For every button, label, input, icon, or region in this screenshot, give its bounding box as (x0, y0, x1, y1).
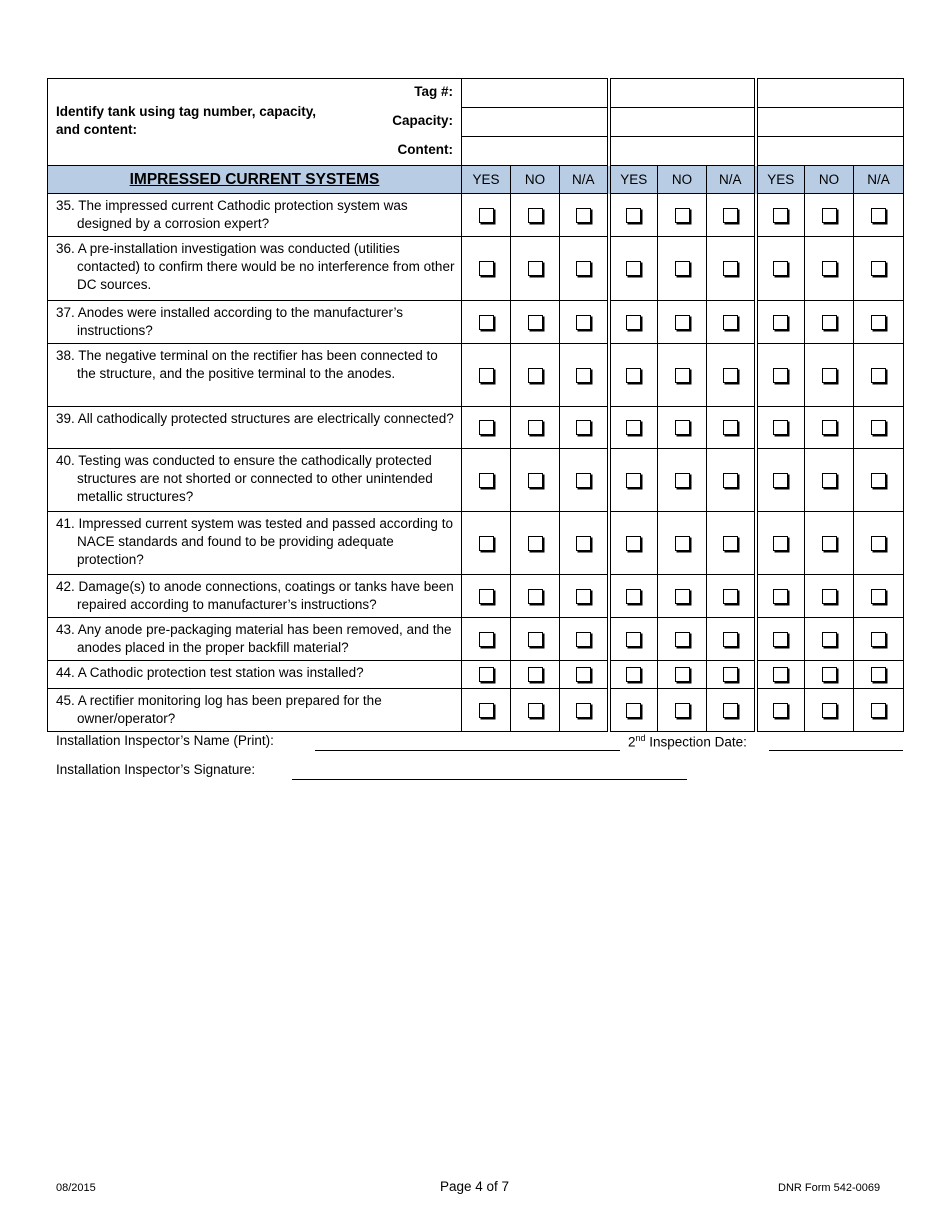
question-row (48, 618, 904, 661)
checkbox-no-tank-1[interactable] (528, 368, 543, 383)
answer-cell (756, 407, 805, 449)
checkbox-na-tank-1[interactable] (576, 632, 591, 647)
header-yes-tank-3: YES (756, 166, 805, 194)
answer-cell (805, 407, 854, 449)
answer-cell (511, 449, 560, 512)
answer-cell (511, 194, 560, 237)
footer-date: 08/2015 (56, 1182, 96, 1194)
checkbox-na-tank-2[interactable] (723, 589, 738, 604)
question-row (48, 661, 904, 689)
tank-id-cell (48, 79, 462, 166)
question-row (48, 237, 904, 301)
answer-cell (854, 237, 904, 301)
inspection-date-field[interactable] (769, 750, 903, 751)
tag-label: Tag #: (414, 84, 453, 99)
answer-cell (756, 344, 805, 407)
answer-cell (658, 344, 707, 407)
answer-cell (511, 407, 560, 449)
checkbox-yes-tank-1[interactable] (479, 208, 494, 223)
answer-cell (609, 689, 658, 732)
answer-cell (805, 301, 854, 344)
question-text: 40. Testing was conducted to ensure the cathodically protected structures are not shorted or connected to other unintended metallic structures? (56, 453, 433, 504)
answer-cell (511, 575, 560, 618)
answer-cell (658, 194, 707, 237)
answer-cell (707, 512, 756, 575)
checkbox-yes-tank-3[interactable] (773, 632, 788, 647)
answer-cell (462, 661, 511, 689)
answer-cell (707, 301, 756, 344)
answer-cell (462, 689, 511, 732)
answer-cell (805, 575, 854, 618)
checkbox-yes-tank-2[interactable] (626, 315, 641, 330)
checkbox-yes-tank-3[interactable] (773, 315, 788, 330)
checkbox-no-tank-1[interactable] (528, 208, 543, 223)
answer-cell (462, 575, 511, 618)
question-text-cell (48, 661, 462, 689)
answer-cell (511, 344, 560, 407)
inspector-signature-field[interactable] (292, 779, 687, 780)
checkbox-no-tank-1[interactable] (528, 315, 543, 330)
header-na-tank-3: N/A (854, 166, 904, 194)
answer-cell (462, 301, 511, 344)
checkbox-na-tank-2[interactable] (723, 208, 738, 223)
answer-cell (756, 661, 805, 689)
answer-cell (707, 449, 756, 512)
answer-cell (805, 661, 854, 689)
checkbox-no-tank-1[interactable] (528, 589, 543, 604)
checkbox-no-tank-3[interactable] (822, 703, 837, 718)
answer-cell (462, 407, 511, 449)
question-text-cell (48, 689, 462, 732)
header-no-tank-3: NO (805, 166, 854, 194)
tag-input-tank-1[interactable] (462, 79, 609, 108)
answer-cell (560, 661, 609, 689)
question-text: 45. A rectifier monitoring log has been prepared for the owner/operator? (56, 693, 382, 726)
answer-cell (658, 661, 707, 689)
question-text: 38. The negative terminal on the rectifier has been connected to the structure, and the positive terminal to the anodes. (56, 348, 438, 381)
answer-cell (756, 237, 805, 301)
checkbox-na-tank-2[interactable] (723, 536, 738, 551)
checkbox-yes-tank-1[interactable] (479, 667, 494, 682)
checkbox-yes-tank-2[interactable] (626, 420, 641, 435)
answer-cell (707, 194, 756, 237)
checkbox-na-tank-2[interactable] (723, 703, 738, 718)
checkbox-no-tank-2[interactable] (675, 208, 690, 223)
answer-cell (658, 449, 707, 512)
capacity-input-tank-2[interactable] (609, 108, 756, 137)
checkbox-no-tank-1[interactable] (528, 420, 543, 435)
checkbox-no-tank-1[interactable] (528, 536, 543, 551)
checkbox-no-tank-2[interactable] (675, 589, 690, 604)
checkbox-yes-tank-2[interactable] (626, 473, 641, 488)
answer-cell (560, 301, 609, 344)
question-text: 44. A Cathodic protection test station was installed? (56, 665, 364, 680)
checkbox-no-tank-3[interactable] (822, 473, 837, 488)
checkbox-yes-tank-1[interactable] (479, 315, 494, 330)
answer-cell (511, 301, 560, 344)
checkbox-na-tank-3[interactable] (871, 420, 886, 435)
checkbox-na-tank-1[interactable] (576, 667, 591, 682)
question-row (48, 344, 904, 407)
answer-cell (462, 344, 511, 407)
checkbox-na-tank-3[interactable] (871, 315, 886, 330)
answer-cell (609, 407, 658, 449)
answer-cell (658, 618, 707, 661)
checkbox-yes-tank-1[interactable] (479, 473, 494, 488)
question-text: 39. All cathodically protected structures are electrically connected? (56, 411, 454, 426)
inspector-name-field[interactable] (315, 750, 620, 751)
answer-cell (658, 512, 707, 575)
answer-cell (854, 689, 904, 732)
question-text: 42. Damage(s) to anode connections, coatings or tanks have been repaired according to manufacturer’s instructions? (56, 579, 454, 612)
answer-cell (658, 575, 707, 618)
header-no-tank-2: NO (658, 166, 707, 194)
checkbox-yes-tank-2[interactable] (626, 536, 641, 551)
checkbox-na-tank-2[interactable] (723, 473, 738, 488)
inspection-table (47, 78, 904, 732)
checkbox-no-tank-3[interactable] (822, 632, 837, 647)
checkbox-na-tank-3[interactable] (871, 208, 886, 223)
checkbox-no-tank-2[interactable] (675, 703, 690, 718)
answer-cell (560, 689, 609, 732)
answer-cell (609, 237, 658, 301)
answer-cell (658, 407, 707, 449)
checkbox-yes-tank-1[interactable] (479, 589, 494, 604)
checkbox-na-tank-2[interactable] (723, 420, 738, 435)
checkbox-na-tank-3[interactable] (871, 632, 886, 647)
checkbox-na-tank-3[interactable] (871, 473, 886, 488)
checkbox-na-tank-1[interactable] (576, 261, 591, 276)
header-no-tank-1: NO (511, 166, 560, 194)
checkbox-na-tank-3[interactable] (871, 703, 886, 718)
answer-cell (511, 689, 560, 732)
answer-cell (462, 194, 511, 237)
answer-cell (609, 449, 658, 512)
answer-cell (707, 344, 756, 407)
answer-cell (805, 237, 854, 301)
question-row (48, 407, 904, 449)
checkbox-yes-tank-3[interactable] (773, 589, 788, 604)
question-text: 43. Any anode pre-packaging material has been removed, and the anodes placed in the proper backfill material? (56, 622, 452, 655)
answer-cell (756, 575, 805, 618)
checkbox-na-tank-2[interactable] (723, 368, 738, 383)
answer-cell (707, 575, 756, 618)
answer-cell (462, 512, 511, 575)
question-text: 36. A pre-installation investigation was conducted (utilities contacted) to confirm there would be no interference from other DC sources. (56, 241, 455, 292)
capacity-input-tank-1[interactable] (462, 108, 609, 137)
answer-cell (854, 194, 904, 237)
checkbox-no-tank-1[interactable] (528, 667, 543, 682)
answer-cell (658, 301, 707, 344)
checkbox-no-tank-2[interactable] (675, 261, 690, 276)
answer-cell (854, 449, 904, 512)
content-input-tank-3[interactable] (756, 137, 904, 166)
checkbox-yes-tank-1[interactable] (479, 420, 494, 435)
checkbox-yes-tank-3[interactable] (773, 473, 788, 488)
checkbox-no-tank-3[interactable] (822, 420, 837, 435)
answer-cell (658, 237, 707, 301)
checkbox-no-tank-2[interactable] (675, 667, 690, 682)
checkbox-na-tank-2[interactable] (723, 632, 738, 647)
checkbox-no-tank-2[interactable] (675, 368, 690, 383)
answer-cell (511, 237, 560, 301)
answer-cell (511, 512, 560, 575)
answer-cell (658, 689, 707, 732)
answer-cell (805, 618, 854, 661)
header-na-tank-2: N/A (707, 166, 756, 194)
tag-input-tank-3[interactable] (756, 79, 904, 108)
answer-cell (854, 512, 904, 575)
answer-cell (756, 449, 805, 512)
question-row (48, 689, 904, 732)
question-row (48, 301, 904, 344)
checkbox-yes-tank-3[interactable] (773, 368, 788, 383)
checkbox-na-tank-1[interactable] (576, 536, 591, 551)
checkbox-na-tank-1[interactable] (576, 420, 591, 435)
answer-cell (560, 194, 609, 237)
answer-cell (560, 407, 609, 449)
checkbox-na-tank-3[interactable] (871, 536, 886, 551)
header-yes-tank-1: YES (462, 166, 511, 194)
checkbox-no-tank-3[interactable] (822, 261, 837, 276)
question-text-cell (48, 512, 462, 575)
footer-form-number: DNR Form 542-0069 (778, 1182, 881, 1194)
checkbox-no-tank-2[interactable] (675, 473, 690, 488)
checkbox-na-tank-1[interactable] (576, 368, 591, 383)
checkbox-na-tank-3[interactable] (871, 261, 886, 276)
answer-cell (609, 575, 658, 618)
content-label: Content: (397, 142, 453, 157)
answer-cell (609, 618, 658, 661)
question-text-cell (48, 194, 462, 237)
checkbox-na-tank-2[interactable] (723, 315, 738, 330)
checkbox-yes-tank-2[interactable] (626, 667, 641, 682)
tank-id-instruction: Identify tank using tag number, capacity, and content: (56, 104, 317, 137)
checkbox-no-tank-1[interactable] (528, 703, 543, 718)
checkbox-yes-tank-3[interactable] (773, 703, 788, 718)
answer-cell (609, 661, 658, 689)
checkbox-yes-tank-2[interactable] (626, 632, 641, 647)
answer-cell (805, 512, 854, 575)
checkbox-no-tank-3[interactable] (822, 208, 837, 223)
checkbox-na-tank-2[interactable] (723, 261, 738, 276)
checkbox-yes-tank-2[interactable] (626, 208, 641, 223)
checkbox-yes-tank-1[interactable] (479, 536, 494, 551)
answer-cell (707, 237, 756, 301)
inspector-signature-label: Installation Inspector’s Signature: (56, 762, 256, 777)
checkbox-no-tank-3[interactable] (822, 536, 837, 551)
question-text-cell (48, 344, 462, 407)
answer-cell (805, 449, 854, 512)
answer-cell (854, 344, 904, 407)
checkbox-no-tank-3[interactable] (822, 315, 837, 330)
answer-cell (462, 618, 511, 661)
answer-cell (805, 194, 854, 237)
section-title: IMPRESSED CURRENT SYSTEMS (48, 166, 462, 194)
answer-cell (560, 344, 609, 407)
checkbox-yes-tank-3[interactable] (773, 261, 788, 276)
answer-cell (854, 618, 904, 661)
answer-cell (756, 301, 805, 344)
checkbox-no-tank-2[interactable] (675, 420, 690, 435)
answer-cell (609, 344, 658, 407)
question-text-cell (48, 301, 462, 344)
answer-cell (805, 689, 854, 732)
header-yes-tank-2: YES (609, 166, 658, 194)
answer-cell (854, 301, 904, 344)
checkbox-na-tank-2[interactable] (723, 667, 738, 682)
answer-cell (560, 449, 609, 512)
checkbox-yes-tank-1[interactable] (479, 632, 494, 647)
answer-cell (805, 344, 854, 407)
inspector-name-label: Installation Inspector’s Name (Print): (56, 733, 274, 748)
checkbox-yes-tank-2[interactable] (626, 589, 641, 604)
answer-cell (756, 194, 805, 237)
answer-cell (511, 661, 560, 689)
checkbox-no-tank-1[interactable] (528, 632, 543, 647)
checkbox-no-tank-3[interactable] (822, 667, 837, 682)
checkbox-yes-tank-1[interactable] (479, 703, 494, 718)
checkbox-na-tank-1[interactable] (576, 473, 591, 488)
content-input-tank-2[interactable] (609, 137, 756, 166)
answer-cell (756, 512, 805, 575)
checkbox-na-tank-1[interactable] (576, 589, 591, 604)
checkbox-na-tank-3[interactable] (871, 667, 886, 682)
question-row (48, 194, 904, 237)
answer-cell (707, 407, 756, 449)
question-row (48, 512, 904, 575)
checkbox-yes-tank-3[interactable] (773, 667, 788, 682)
checkbox-yes-tank-3[interactable] (773, 208, 788, 223)
checkbox-no-tank-1[interactable] (528, 261, 543, 276)
answer-cell (560, 575, 609, 618)
checkbox-no-tank-1[interactable] (528, 473, 543, 488)
checkbox-no-tank-3[interactable] (822, 368, 837, 383)
answer-cell (462, 449, 511, 512)
checkbox-na-tank-3[interactable] (871, 368, 886, 383)
checkbox-yes-tank-3[interactable] (773, 536, 788, 551)
question-text: 35. The impressed current Cathodic protection system was designed by a corrosion expert? (56, 198, 408, 231)
answer-cell (609, 512, 658, 575)
question-row (48, 575, 904, 618)
answer-cell (756, 618, 805, 661)
checkbox-no-tank-2[interactable] (675, 536, 690, 551)
checkbox-yes-tank-1[interactable] (479, 261, 494, 276)
question-text-cell (48, 407, 462, 449)
tag-input-tank-2[interactable] (609, 79, 756, 108)
answer-cell (854, 661, 904, 689)
question-text-cell (48, 237, 462, 301)
checkbox-na-tank-1[interactable] (576, 315, 591, 330)
checkbox-yes-tank-3[interactable] (773, 420, 788, 435)
answer-cell (609, 301, 658, 344)
answer-cell (609, 194, 658, 237)
answer-cell (707, 618, 756, 661)
answer-cell (707, 689, 756, 732)
header-na-tank-1: N/A (560, 166, 609, 194)
answer-cell (560, 237, 609, 301)
capacity-label: Capacity: (392, 113, 453, 128)
answer-cell (854, 407, 904, 449)
content-input-tank-1[interactable] (462, 137, 609, 166)
question-text-cell (48, 449, 462, 512)
capacity-input-tank-3[interactable] (756, 108, 904, 137)
answer-cell (756, 689, 805, 732)
answer-cell (707, 661, 756, 689)
checkbox-yes-tank-2[interactable] (626, 703, 641, 718)
checkbox-no-tank-2[interactable] (675, 315, 690, 330)
question-row (48, 449, 904, 512)
inspection-date-label: 2nd Inspection Date: (628, 733, 747, 750)
question-text: 37. Anodes were installed according to the manufacturer’s instructions? (56, 305, 403, 338)
question-text-cell (48, 575, 462, 618)
answer-cell (560, 512, 609, 575)
answer-cell (560, 618, 609, 661)
checkbox-no-tank-2[interactable] (675, 632, 690, 647)
checkbox-na-tank-1[interactable] (576, 208, 591, 223)
answer-cell (854, 575, 904, 618)
checkbox-yes-tank-2[interactable] (626, 261, 641, 276)
checkbox-no-tank-3[interactable] (822, 589, 837, 604)
answer-cell (462, 237, 511, 301)
question-text: 41. Impressed current system was tested and passed according to NACE standards and found to be providing adequate protection? (56, 516, 453, 567)
checkbox-na-tank-3[interactable] (871, 589, 886, 604)
answer-cell (511, 618, 560, 661)
footer-page-number: Page 4 of 7 (440, 1179, 510, 1194)
checkbox-yes-tank-1[interactable] (479, 368, 494, 383)
checkbox-na-tank-1[interactable] (576, 703, 591, 718)
question-text-cell (48, 618, 462, 661)
checkbox-yes-tank-2[interactable] (626, 368, 641, 383)
